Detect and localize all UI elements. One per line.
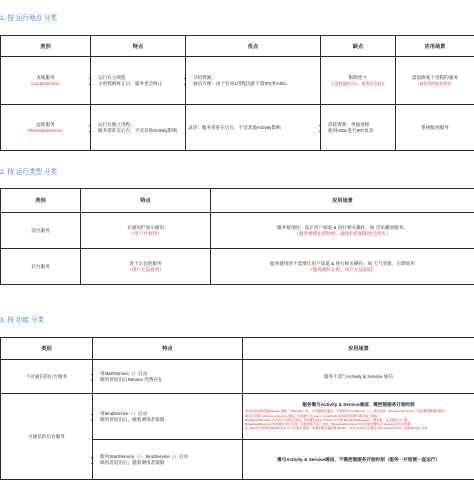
category-cell: 远程服务 （RemoteService） [1, 105, 91, 151]
list-item: • 运行在主线程 [98, 75, 183, 81]
header-features: 特点 [81, 189, 211, 213]
scene-note: 在 Activity 中利用 BindService 方式与服务通信；需要在服务端创建 Binder，并在 Activity 中通过 ServiceConnection 获取 Binder 对象 [245, 426, 428, 431]
list-item: • 用bindService（）启动 [100, 411, 240, 417]
scene-cell: 服务使用时，需让用户知道 & 进行相关操作，如 音乐播放服务。 （服务被终止的时候，通知栏的通知也会消失） [211, 213, 474, 249]
section2-table [0, 188, 474, 285]
section3-table [0, 337, 474, 480]
section2-title: 2. 按 运行类型 分类 [0, 169, 58, 176]
header-pros: 优点 [186, 36, 321, 57]
table-row [1, 360, 474, 394]
list-item: • 运行在独立进程； [98, 122, 183, 128]
list-item: • 使用AIDL进行IPC复杂 [328, 128, 393, 134]
category-cell: 可通信的后台服务 [1, 394, 93, 480]
header-features: 特点 [93, 338, 243, 360]
features-cell [93, 440, 243, 480]
header-cons: 缺点 [321, 36, 396, 57]
list-item: • 节约资源； [193, 75, 318, 81]
category-cell: 前台服务 [1, 213, 81, 249]
scene-cell: 需与Activity & Service通信、不需控制服务开始时刻（服务一开始便一直运行） [243, 440, 474, 480]
features-cell: 在通知栏显示通知 （用户可看到） [81, 213, 211, 249]
category-cell: 后台服务 [1, 249, 81, 285]
pros-cell: 灵活：服务常驻在后台，不受其他Activity影响 [186, 105, 321, 151]
list-item: • 消耗资源：单独进程 [328, 122, 393, 128]
table-row [1, 105, 474, 151]
features-cell [93, 394, 243, 440]
scene-cell: 需依附某个进程的服务 （最常用的服务类型） [396, 57, 474, 105]
table-row [1, 57, 474, 105]
scene-cell: 服务不需与Activity & Service 通信 [243, 360, 474, 394]
header-scene: 应用场景 [211, 189, 474, 213]
list-item: • 使用StartService（）、bindService（）启动 [100, 454, 240, 460]
scene-cell [243, 394, 474, 440]
table-row [1, 213, 474, 249]
scene-cell: 系统级别服务 [396, 105, 474, 151]
header-category: 类别 [1, 189, 81, 213]
list-item: • 通信方便：由于在同1进程因此不需IPC和AIDL [193, 81, 318, 87]
list-item: • 调用者退出后，随着调用者销毁 [100, 417, 240, 423]
features-cell [93, 360, 243, 394]
section1-title: 1. 按 运行地点 分类 [0, 15, 58, 22]
header-features: 特点 [91, 36, 186, 57]
list-item: • 调用者退出后Service 仍然存在 [100, 377, 240, 383]
category-cell: 本地服务 （LocalService） [1, 57, 91, 105]
scene-note: 服务不需要与Activity & Service 通信，但需要下发 Intent（Android）IDS或者需要与服务进行通信 [245, 413, 378, 418]
category-cell: 不可通信的后台服务 [1, 360, 93, 394]
scene-note: 若仅是单纯的需要Service 通知（非Binder）时，不需要绑定服务，不推荐用 bindService（）；特别注意：Remote Service中，若需要频繁调用服务 [245, 409, 445, 414]
list-item: • 服务常驻在后台，不受其他Activity影响 [98, 128, 183, 134]
features-cell [91, 57, 186, 105]
list-item: • 调用者退出后，随着调用者销毁 [100, 460, 240, 466]
scene-note: BroadcastReceiver 本身通过 IPC 实现，因此效率不高；同时，BroadcastReceiver 在使用时需要注意 Service 的生命周期 [245, 422, 411, 427]
scene-cell: 服务使用时不需要让用户知道 & 进行相关操作，如 天气更新，日期同步 （服务被终止时，用户无法知道） [211, 249, 474, 285]
table-row [1, 249, 474, 285]
section1-table [0, 35, 474, 151]
header-scene: 应用场景 [396, 36, 474, 57]
list-item: • 用startService（）启动 [100, 371, 240, 377]
list-item: • 主进程被终止后，服务也会终止 [98, 81, 183, 87]
pros-cell [186, 57, 321, 105]
table-row [1, 394, 474, 440]
scene-title: 服务需与Activity & Service通信、需控制服务开始时刻 [302, 402, 415, 408]
section3-title: 3. 按 功能 分类 [0, 317, 44, 324]
features-cell [91, 105, 186, 151]
cons-cell [321, 105, 396, 151]
header-category: 类别 [1, 36, 91, 57]
header-category: 类别 [1, 338, 93, 360]
features-cell: 处于后台的服务 （用户无法看到） [81, 249, 211, 285]
header-scene: 应用场景 [243, 338, 474, 360]
cons-cell: 限制性大 主进程被终止后，服务也会终止 [321, 57, 396, 105]
scene-note: BroadcastReceiver 也可用于与服务 通信，但需要持续在 Activity 中注册 BroadcastReceiver，效率低；且需要区分广播 [245, 417, 408, 422]
